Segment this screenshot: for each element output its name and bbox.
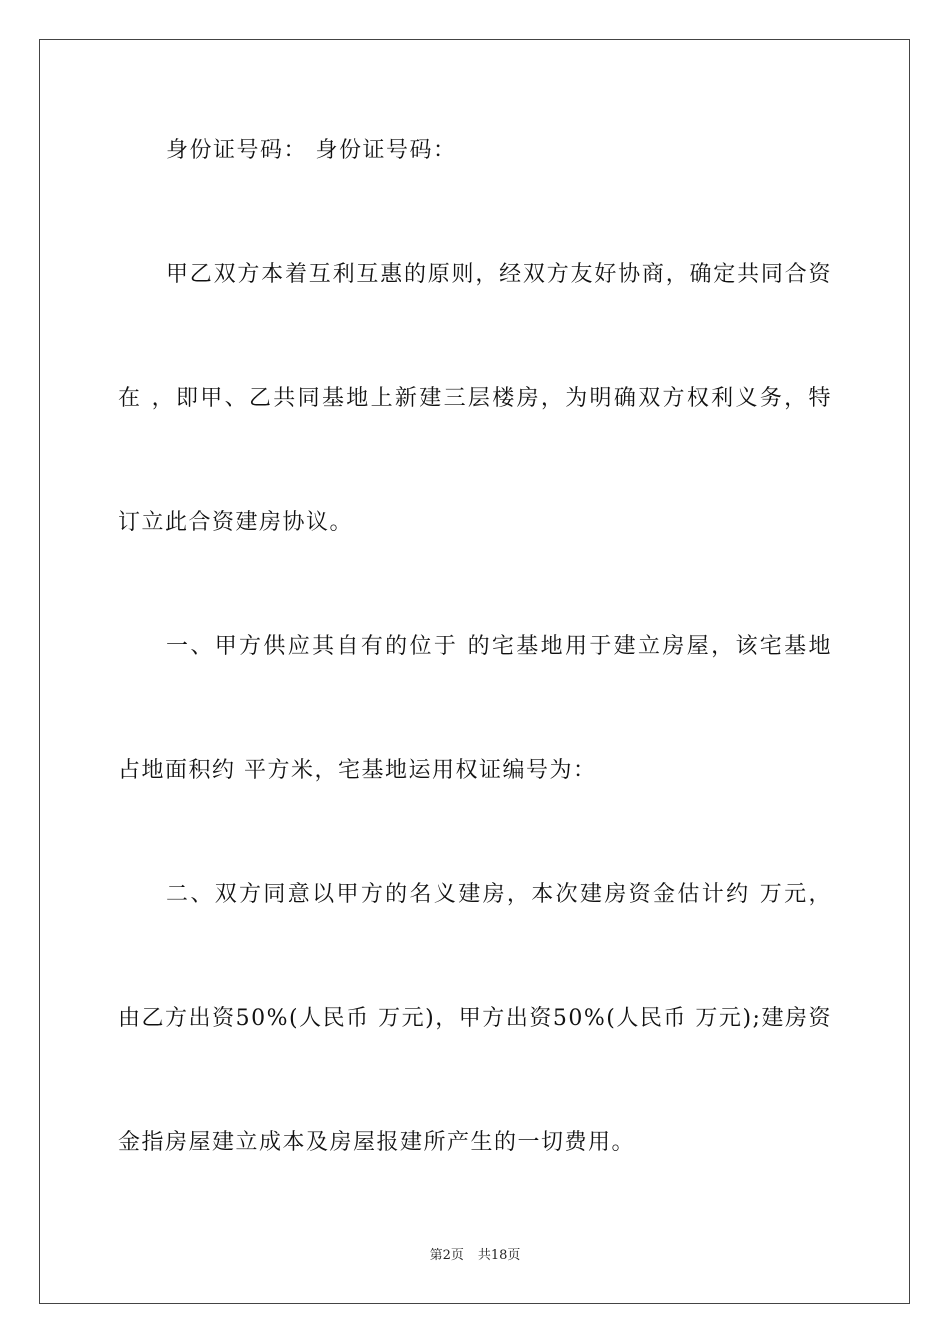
id-number-line: 身份证号码： 身份证号码： <box>166 138 457 163</box>
clause-two-line: 由乙方出资50%(人民币 万元)，甲方出资50%(人民币 万元);建房资 <box>118 1006 832 1031</box>
paragraph-line: 在 ，即甲、乙共同基地上新建三层楼房，为明确双方权利义务，特 <box>118 386 832 411</box>
page-total: 共18页 <box>477 1248 521 1263</box>
clause-two-line: 二、双方同意以甲方的名义建房，本次建房资金估计约 万元， <box>166 882 832 907</box>
page-number: 第2页 <box>429 1248 464 1263</box>
clause-one-line: 占地面积约 平方米，宅基地运用权证编号为： <box>118 758 597 783</box>
paragraph-line: 甲乙双方本着互利互惠的原则，经双方友好协商，确定共同合资 <box>166 262 832 287</box>
paragraph-line: 订立此合资建房协议。 <box>118 510 354 535</box>
page-footer <box>0 1247 950 1265</box>
clause-two-line: 金指房屋建立成本及房屋报建所产生的一切费用。 <box>118 1130 636 1155</box>
clause-one-line: 一、甲方供应其自有的位于 的宅基地用于建立房屋，该宅基地 <box>166 634 832 659</box>
page-border <box>39 39 910 1304</box>
